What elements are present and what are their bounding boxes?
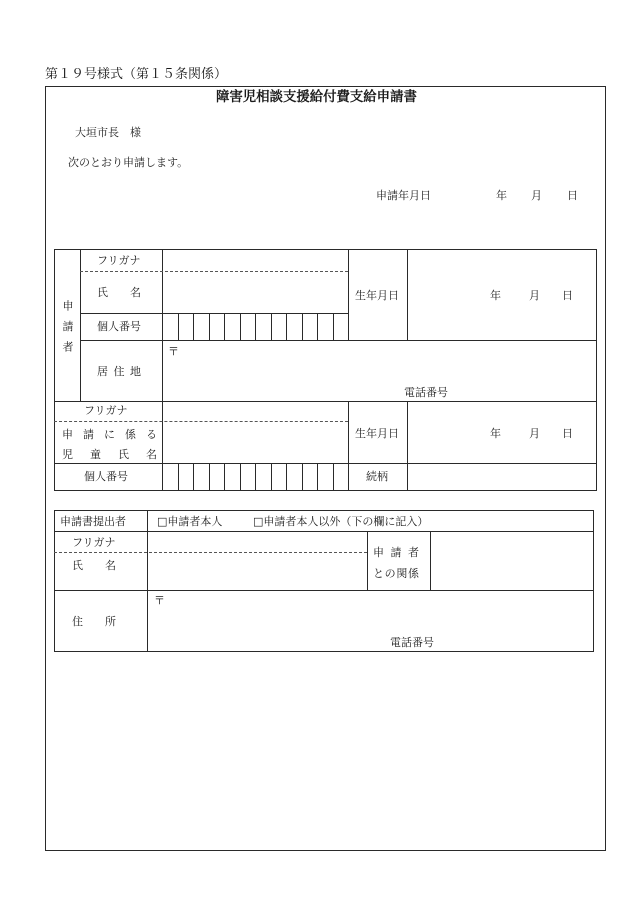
applicant-name-field[interactable] [163,272,348,313]
submitter-name-field[interactable] [148,553,367,590]
personal-number-digit-cell[interactable] [241,464,257,490]
child-name-field[interactable] [163,422,348,463]
applicant-birthdate-month: 月 [529,289,540,302]
applicant-birthdate-day: 日 [562,289,573,302]
table-line [54,531,593,532]
child-personal-number-label: 個人番号 [84,470,128,483]
checkbox-other-than-applicant[interactable]: □申請者本人以外（下の欄に記入） [253,515,429,528]
applicant-phone-label: 電話番号 [404,386,448,399]
child-personal-number-cells [163,464,348,490]
application-date-month: 月 [531,189,542,202]
personal-number-digit-cell[interactable] [303,314,319,340]
table-line [348,401,349,490]
table-dashed-line [54,421,348,422]
applicant-address-label: 居住地 [97,365,141,378]
personal-number-digit-cell[interactable] [272,314,288,340]
personal-number-digit-cell[interactable] [318,314,334,340]
submitter-label: 申請書提出者 [60,515,126,528]
personal-number-digit-cell[interactable] [256,314,272,340]
table-line [407,401,408,490]
submitter-relationship-label-line1: 申請者 [373,546,419,559]
personal-number-digit-cell[interactable] [287,464,303,490]
child-relationship-label: 続柄 [366,470,388,483]
personal-number-digit-cell[interactable] [225,464,241,490]
checkbox-applicant-self[interactable]: □申請者本人 [157,515,223,528]
submitter-name-label: 氏 名 [72,559,116,572]
applicant-birthdate-year: 年 [490,289,501,302]
table-line [430,531,431,590]
table-line [80,340,596,341]
personal-number-digit-cell[interactable] [272,464,288,490]
applicant-postal-mark: 〒 [168,345,179,358]
submitter-address-label: 住 所 [72,615,116,628]
submitter-relationship-label-line2: との関係 [373,567,419,580]
application-date-label: 申請年月日 [376,189,431,202]
applicant-personal-number-label: 個人番号 [97,320,141,333]
table-line [54,590,593,591]
personal-number-digit-cell[interactable] [225,314,241,340]
form-title: 障害児相談支援給付費支給申請書 [216,90,417,105]
personal-number-digit-cell[interactable] [194,464,210,490]
applicant-section-label: 申請者 [61,300,74,362]
personal-number-digit-cell[interactable] [256,464,272,490]
submitter-furigana-field[interactable] [148,532,367,552]
child-furigana-label: フリガナ [84,404,128,417]
submitter-furigana-label: フリガナ [72,536,116,549]
table-line [348,249,349,340]
child-birthdate-day: 日 [562,427,573,440]
submitter-relationship-field[interactable] [431,532,593,590]
personal-number-digit-cell[interactable] [194,314,210,340]
child-birthdate-month: 月 [529,427,540,440]
submitter-phone-label: 電話番号 [390,636,434,649]
personal-number-digit-cell[interactable] [318,464,334,490]
intro-text: 次のとおり申請します。 [68,156,189,169]
personal-number-digit-cell[interactable] [179,314,195,340]
personal-number-digit-cell[interactable] [287,314,303,340]
applicant-furigana-label: フリガナ [97,254,141,267]
child-name-label-line2: 児童氏名 [62,448,157,461]
application-date-day: 日 [567,189,578,202]
personal-number-digit-cell[interactable] [210,464,226,490]
table-dashed-line [54,552,367,553]
table-dashed-line [80,271,348,272]
table-line [407,249,408,340]
child-relationship-field[interactable] [408,464,596,490]
personal-number-digit-cell[interactable] [210,314,226,340]
applicant-personal-number-cells [163,314,348,340]
submitter-postal-mark: 〒 [154,594,165,607]
personal-number-digit-cell[interactable] [163,314,179,340]
child-birthdate-label: 生年月日 [355,427,399,440]
table-line [367,531,368,590]
form-number: 第１９号様式（第１５条関係） [45,67,228,82]
applicant-address-field[interactable] [163,341,596,401]
application-date-year: 年 [496,189,507,202]
personal-number-digit-cell[interactable] [179,464,195,490]
child-birthdate-year: 年 [490,427,501,440]
applicant-name-label: 氏 名 [97,286,141,299]
table-line [54,401,596,402]
personal-number-digit-cell[interactable] [334,464,349,490]
table-line [162,249,163,490]
addressee: 大垣市長 様 [75,126,141,139]
child-furigana-field[interactable] [163,402,348,421]
personal-number-digit-cell[interactable] [334,314,349,340]
personal-number-digit-cell[interactable] [241,314,257,340]
submitter-address-field[interactable] [148,591,593,651]
applicant-birthdate-label: 生年月日 [355,289,399,302]
personal-number-digit-cell[interactable] [163,464,179,490]
child-name-label-line1: 申請に係る [62,428,157,441]
applicant-furigana-field[interactable] [163,250,348,271]
personal-number-digit-cell[interactable] [303,464,319,490]
